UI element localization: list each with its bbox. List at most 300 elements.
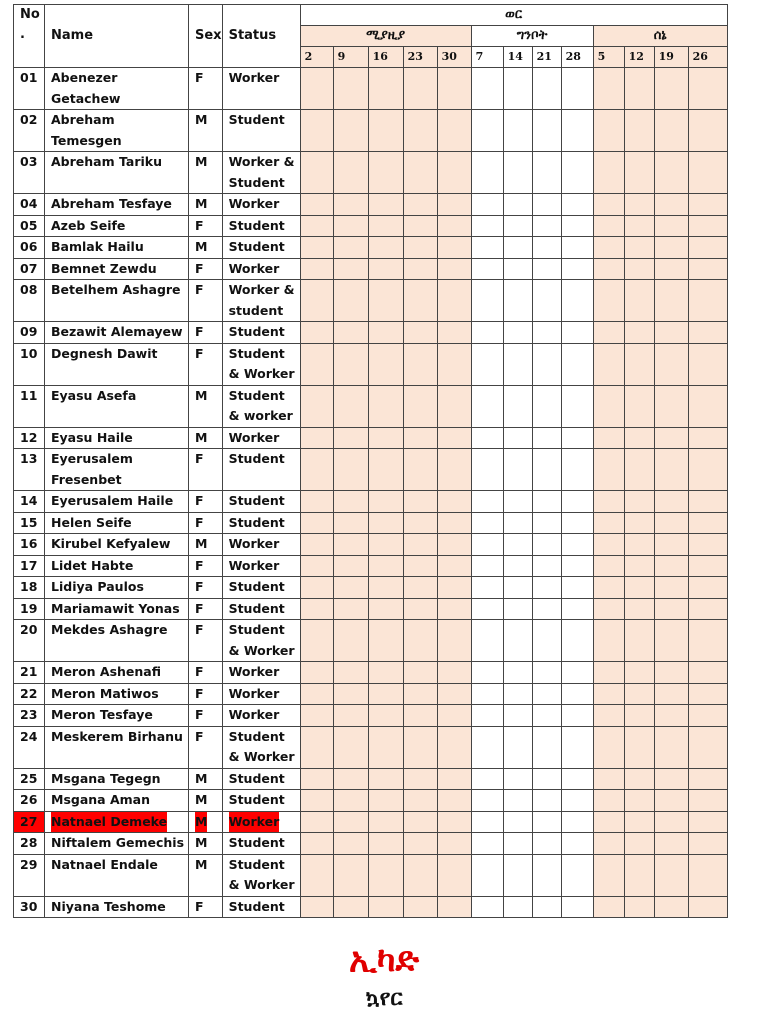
attendance-cell[interactable] [624,68,654,110]
attendance-cell[interactable] [403,449,437,491]
attendance-cell[interactable] [561,512,593,534]
attendance-cell[interactable] [593,215,624,237]
attendance-cell[interactable] [688,280,727,322]
attendance-cell[interactable] [403,343,437,385]
attendance-cell[interactable] [437,620,471,662]
attendance-cell[interactable] [593,385,624,427]
attendance-cell[interactable] [333,491,368,513]
attendance-cell[interactable] [654,280,688,322]
attendance-cell[interactable] [471,726,503,768]
attendance-cell[interactable] [654,896,688,918]
attendance-cell[interactable] [333,427,368,449]
attendance-cell[interactable] [471,512,503,534]
attendance-cell[interactable] [333,280,368,322]
attendance-cell[interactable] [437,534,471,556]
attendance-cell[interactable] [561,110,593,152]
attendance-cell[interactable] [561,705,593,727]
attendance-cell[interactable] [437,811,471,833]
attendance-cell[interactable] [624,790,654,812]
attendance-cell[interactable] [333,790,368,812]
attendance-cell[interactable] [532,237,561,259]
attendance-cell[interactable] [368,705,403,727]
attendance-cell[interactable] [654,491,688,513]
attendance-cell[interactable] [688,598,727,620]
attendance-cell[interactable] [688,449,727,491]
attendance-cell[interactable] [300,385,333,427]
attendance-cell[interactable] [654,237,688,259]
attendance-cell[interactable] [503,194,532,216]
attendance-cell[interactable] [561,534,593,556]
attendance-cell[interactable] [368,491,403,513]
attendance-cell[interactable] [437,343,471,385]
attendance-cell[interactable] [532,705,561,727]
attendance-cell[interactable] [300,194,333,216]
attendance-cell[interactable] [654,110,688,152]
attendance-cell[interactable] [437,512,471,534]
attendance-cell[interactable] [300,237,333,259]
attendance-cell[interactable] [561,833,593,855]
attendance-cell[interactable] [437,555,471,577]
attendance-cell[interactable] [654,726,688,768]
attendance-cell[interactable] [561,577,593,599]
attendance-cell[interactable] [503,237,532,259]
attendance-cell[interactable] [593,343,624,385]
attendance-cell[interactable] [471,896,503,918]
attendance-cell[interactable] [368,555,403,577]
attendance-cell[interactable] [333,194,368,216]
attendance-cell[interactable] [403,833,437,855]
attendance-cell[interactable] [654,768,688,790]
attendance-cell[interactable] [503,768,532,790]
attendance-cell[interactable] [624,811,654,833]
attendance-cell[interactable] [593,854,624,896]
attendance-cell[interactable] [300,620,333,662]
attendance-cell[interactable] [532,555,561,577]
attendance-cell[interactable] [437,385,471,427]
attendance-cell[interactable] [654,68,688,110]
attendance-cell[interactable] [368,427,403,449]
attendance-cell[interactable] [437,833,471,855]
attendance-cell[interactable] [624,705,654,727]
attendance-cell[interactable] [368,110,403,152]
attendance-cell[interactable] [300,896,333,918]
attendance-cell[interactable] [368,833,403,855]
attendance-cell[interactable] [368,215,403,237]
attendance-cell[interactable] [333,534,368,556]
attendance-cell[interactable] [688,896,727,918]
attendance-cell[interactable] [471,449,503,491]
attendance-cell[interactable] [300,534,333,556]
attendance-cell[interactable] [532,811,561,833]
attendance-cell[interactable] [403,258,437,280]
attendance-cell[interactable] [593,811,624,833]
attendance-cell[interactable] [503,555,532,577]
attendance-cell[interactable] [437,705,471,727]
attendance-cell[interactable] [368,237,403,259]
attendance-cell[interactable] [300,705,333,727]
attendance-cell[interactable] [503,620,532,662]
attendance-cell[interactable] [403,768,437,790]
attendance-cell[interactable] [437,258,471,280]
attendance-cell[interactable] [561,683,593,705]
attendance-cell[interactable] [471,790,503,812]
attendance-cell[interactable] [471,237,503,259]
attendance-cell[interactable] [624,343,654,385]
attendance-cell[interactable] [403,194,437,216]
attendance-cell[interactable] [437,854,471,896]
attendance-cell[interactable] [333,705,368,727]
attendance-cell[interactable] [654,215,688,237]
attendance-cell[interactable] [368,854,403,896]
attendance-cell[interactable] [300,280,333,322]
attendance-cell[interactable] [403,662,437,684]
attendance-cell[interactable] [368,68,403,110]
attendance-cell[interactable] [532,662,561,684]
attendance-cell[interactable] [471,577,503,599]
attendance-cell[interactable] [471,534,503,556]
attendance-cell[interactable] [503,491,532,513]
attendance-cell[interactable] [471,215,503,237]
attendance-cell[interactable] [333,577,368,599]
attendance-cell[interactable] [503,385,532,427]
attendance-cell[interactable] [688,833,727,855]
attendance-cell[interactable] [471,811,503,833]
attendance-cell[interactable] [368,726,403,768]
attendance-cell[interactable] [471,555,503,577]
attendance-cell[interactable] [403,322,437,344]
attendance-cell[interactable] [688,194,727,216]
attendance-cell[interactable] [368,811,403,833]
attendance-cell[interactable] [561,152,593,194]
attendance-cell[interactable] [437,68,471,110]
attendance-cell[interactable] [333,110,368,152]
attendance-cell[interactable] [688,577,727,599]
attendance-cell[interactable] [593,258,624,280]
attendance-cell[interactable] [437,577,471,599]
attendance-cell[interactable] [437,790,471,812]
attendance-cell[interactable] [333,258,368,280]
attendance-cell[interactable] [593,68,624,110]
attendance-cell[interactable] [403,385,437,427]
attendance-cell[interactable] [561,68,593,110]
attendance-cell[interactable] [300,598,333,620]
attendance-cell[interactable] [403,896,437,918]
attendance-cell[interactable] [471,110,503,152]
attendance-cell[interactable] [403,577,437,599]
attendance-cell[interactable] [503,110,532,152]
attendance-cell[interactable] [624,683,654,705]
attendance-cell[interactable] [503,705,532,727]
attendance-cell[interactable] [471,598,503,620]
attendance-cell[interactable] [471,854,503,896]
attendance-cell[interactable] [532,449,561,491]
attendance-cell[interactable] [471,258,503,280]
attendance-cell[interactable] [471,833,503,855]
attendance-cell[interactable] [593,833,624,855]
attendance-cell[interactable] [368,385,403,427]
attendance-cell[interactable] [532,833,561,855]
attendance-cell[interactable] [437,280,471,322]
attendance-cell[interactable] [561,811,593,833]
attendance-cell[interactable] [368,662,403,684]
attendance-cell[interactable] [654,662,688,684]
attendance-cell[interactable] [300,152,333,194]
attendance-cell[interactable] [333,854,368,896]
attendance-cell[interactable] [333,555,368,577]
attendance-cell[interactable] [368,322,403,344]
attendance-cell[interactable] [368,258,403,280]
attendance-cell[interactable] [532,215,561,237]
attendance-cell[interactable] [532,768,561,790]
attendance-cell[interactable] [300,110,333,152]
attendance-cell[interactable] [471,322,503,344]
attendance-cell[interactable] [333,683,368,705]
attendance-cell[interactable] [624,662,654,684]
attendance-cell[interactable] [300,768,333,790]
attendance-cell[interactable] [561,491,593,513]
attendance-cell[interactable] [503,726,532,768]
attendance-cell[interactable] [333,726,368,768]
attendance-cell[interactable] [333,237,368,259]
attendance-cell[interactable] [654,555,688,577]
attendance-cell[interactable] [437,726,471,768]
attendance-cell[interactable] [654,705,688,727]
attendance-cell[interactable] [437,215,471,237]
attendance-cell[interactable] [403,491,437,513]
attendance-cell[interactable] [503,280,532,322]
attendance-cell[interactable] [368,598,403,620]
attendance-cell[interactable] [688,385,727,427]
attendance-cell[interactable] [471,385,503,427]
attendance-cell[interactable] [688,811,727,833]
attendance-cell[interactable] [300,811,333,833]
attendance-cell[interactable] [593,512,624,534]
attendance-cell[interactable] [503,449,532,491]
attendance-cell[interactable] [503,215,532,237]
attendance-cell[interactable] [368,449,403,491]
attendance-cell[interactable] [532,896,561,918]
attendance-cell[interactable] [333,833,368,855]
attendance-cell[interactable] [624,833,654,855]
attendance-cell[interactable] [593,194,624,216]
attendance-cell[interactable] [532,258,561,280]
attendance-cell[interactable] [368,577,403,599]
attendance-cell[interactable] [503,534,532,556]
attendance-cell[interactable] [688,768,727,790]
attendance-cell[interactable] [593,620,624,662]
attendance-cell[interactable] [403,811,437,833]
attendance-cell[interactable] [503,854,532,896]
attendance-cell[interactable] [333,152,368,194]
attendance-cell[interactable] [624,322,654,344]
attendance-cell[interactable] [300,68,333,110]
attendance-cell[interactable] [654,620,688,662]
attendance-cell[interactable] [532,683,561,705]
attendance-cell[interactable] [561,385,593,427]
attendance-cell[interactable] [532,577,561,599]
attendance-cell[interactable] [403,215,437,237]
attendance-cell[interactable] [368,896,403,918]
attendance-cell[interactable] [437,768,471,790]
attendance-cell[interactable] [654,343,688,385]
attendance-cell[interactable] [300,322,333,344]
attendance-cell[interactable] [532,194,561,216]
attendance-cell[interactable] [437,598,471,620]
attendance-cell[interactable] [593,280,624,322]
attendance-cell[interactable] [624,854,654,896]
attendance-cell[interactable] [437,152,471,194]
attendance-cell[interactable] [368,280,403,322]
attendance-cell[interactable] [593,237,624,259]
attendance-cell[interactable] [532,152,561,194]
attendance-cell[interactable] [624,280,654,322]
attendance-cell[interactable] [503,343,532,385]
attendance-cell[interactable] [561,449,593,491]
attendance-cell[interactable] [503,662,532,684]
attendance-cell[interactable] [688,152,727,194]
attendance-cell[interactable] [300,833,333,855]
attendance-cell[interactable] [593,683,624,705]
attendance-cell[interactable] [300,215,333,237]
attendance-cell[interactable] [503,258,532,280]
attendance-cell[interactable] [471,194,503,216]
attendance-cell[interactable] [403,854,437,896]
attendance-cell[interactable] [471,683,503,705]
attendance-cell[interactable] [300,427,333,449]
attendance-cell[interactable] [403,726,437,768]
attendance-cell[interactable] [593,726,624,768]
attendance-cell[interactable] [532,512,561,534]
attendance-cell[interactable] [532,534,561,556]
attendance-cell[interactable] [624,194,654,216]
attendance-cell[interactable] [561,427,593,449]
attendance-cell[interactable] [688,620,727,662]
attendance-cell[interactable] [368,194,403,216]
attendance-cell[interactable] [437,194,471,216]
attendance-cell[interactable] [654,512,688,534]
attendance-cell[interactable] [403,68,437,110]
attendance-cell[interactable] [471,662,503,684]
attendance-cell[interactable] [532,854,561,896]
attendance-cell[interactable] [688,555,727,577]
attendance-cell[interactable] [593,555,624,577]
attendance-cell[interactable] [561,237,593,259]
attendance-cell[interactable] [593,577,624,599]
attendance-cell[interactable] [593,662,624,684]
attendance-cell[interactable] [503,598,532,620]
attendance-cell[interactable] [300,683,333,705]
attendance-cell[interactable] [624,577,654,599]
attendance-cell[interactable] [593,322,624,344]
attendance-cell[interactable] [532,385,561,427]
attendance-cell[interactable] [368,620,403,662]
attendance-cell[interactable] [654,790,688,812]
attendance-cell[interactable] [654,598,688,620]
attendance-cell[interactable] [503,683,532,705]
attendance-cell[interactable] [333,343,368,385]
attendance-cell[interactable] [403,427,437,449]
attendance-cell[interactable] [688,237,727,259]
attendance-cell[interactable] [471,620,503,662]
attendance-cell[interactable] [437,662,471,684]
attendance-cell[interactable] [654,258,688,280]
attendance-cell[interactable] [593,768,624,790]
attendance-cell[interactable] [368,512,403,534]
attendance-cell[interactable] [561,555,593,577]
attendance-cell[interactable] [593,152,624,194]
attendance-cell[interactable] [624,152,654,194]
attendance-cell[interactable] [624,620,654,662]
attendance-cell[interactable] [624,258,654,280]
attendance-cell[interactable] [688,68,727,110]
attendance-cell[interactable] [688,258,727,280]
attendance-cell[interactable] [437,322,471,344]
attendance-cell[interactable] [437,237,471,259]
attendance-cell[interactable] [654,833,688,855]
attendance-cell[interactable] [688,491,727,513]
attendance-cell[interactable] [403,152,437,194]
attendance-cell[interactable] [654,577,688,599]
attendance-cell[interactable] [688,705,727,727]
attendance-cell[interactable] [688,683,727,705]
attendance-cell[interactable] [593,534,624,556]
attendance-cell[interactable] [593,790,624,812]
attendance-cell[interactable] [437,110,471,152]
attendance-cell[interactable] [624,534,654,556]
attendance-cell[interactable] [300,555,333,577]
attendance-cell[interactable] [688,790,727,812]
attendance-cell[interactable] [688,512,727,534]
attendance-cell[interactable] [532,280,561,322]
attendance-cell[interactable] [300,577,333,599]
attendance-cell[interactable] [532,790,561,812]
attendance-cell[interactable] [368,343,403,385]
attendance-cell[interactable] [624,215,654,237]
attendance-cell[interactable] [654,152,688,194]
attendance-cell[interactable] [300,854,333,896]
attendance-cell[interactable] [437,683,471,705]
attendance-cell[interactable] [437,449,471,491]
attendance-cell[interactable] [624,598,654,620]
attendance-cell[interactable] [654,854,688,896]
attendance-cell[interactable] [654,449,688,491]
attendance-cell[interactable] [503,577,532,599]
attendance-cell[interactable] [403,620,437,662]
attendance-cell[interactable] [503,152,532,194]
attendance-cell[interactable] [561,726,593,768]
attendance-cell[interactable] [437,896,471,918]
attendance-cell[interactable] [561,215,593,237]
attendance-cell[interactable] [300,790,333,812]
attendance-cell[interactable] [688,343,727,385]
attendance-cell[interactable] [368,790,403,812]
attendance-cell[interactable] [688,662,727,684]
attendance-cell[interactable] [437,427,471,449]
attendance-cell[interactable] [471,705,503,727]
attendance-cell[interactable] [532,427,561,449]
attendance-cell[interactable] [624,491,654,513]
attendance-cell[interactable] [688,534,727,556]
attendance-cell[interactable] [403,280,437,322]
attendance-cell[interactable] [300,726,333,768]
attendance-cell[interactable] [593,705,624,727]
attendance-cell[interactable] [532,110,561,152]
attendance-cell[interactable] [593,110,624,152]
attendance-cell[interactable] [624,385,654,427]
attendance-cell[interactable] [561,854,593,896]
attendance-cell[interactable] [593,896,624,918]
attendance-cell[interactable] [333,512,368,534]
